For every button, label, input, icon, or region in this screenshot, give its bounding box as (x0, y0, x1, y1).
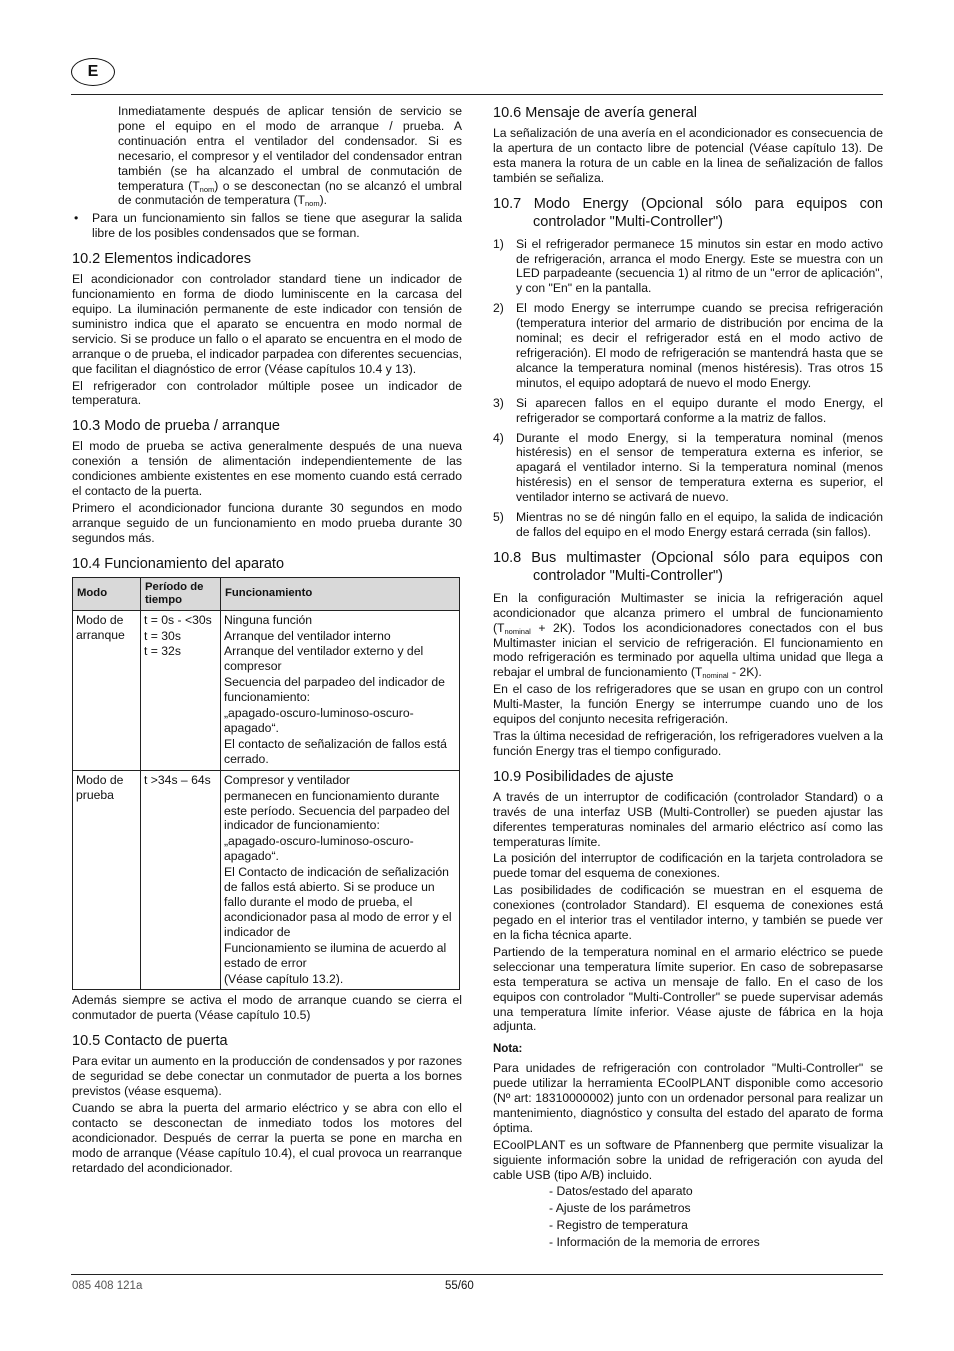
paragraph: Para unidades de refrigeración con controlador "Multi-Controller" se puede utilizar la herramienta ECoolPLANT disponible como accesorio (Nº art: 18310000002) junto con un ordenador personal para realizar un mantenimiento, diagnóstico y consulta del estado del aparato de forma óptima. (493, 1061, 883, 1135)
list-item: - Registro de temperatura (549, 1218, 688, 1233)
paragraph: La posición del interruptor de codificación en la tarjeta controladora se puede tomar del esquema de conexiones. (493, 851, 883, 881)
paragraph: ECoolPLANT es un software de Pfannenberg que permite visualizar la siguiente información sobre la unidad de refrigeración con ayuda del cable USB (tipo A/B) incluido. (493, 1137, 883, 1182)
numbered-item: 2) El modo Energy se interrumpe cuando se precisa refrigeración (temperatura interior del armario de distribución por encima de la nominal; es decir el refrigerador está en el modo activo de refrigeración). El modo de refrigeración se mantendrá hasta que se alcance la temperatura nominal (menos histéresis). Tras otros 15 minutos, el equipo adoptará de nuevo el modo Energy. (493, 301, 883, 390)
heading-10-4: 10.4 Funcionamiento del aparato (72, 555, 285, 572)
numbered-item: 5) Mientras no se dé ningún fallo en el equipo, la salida de indicación de fallos del equipo en el modo Energy estará cerrada (sin fallos). (493, 510, 883, 539)
heading-10-5: 10.5 Contacto de puerta (72, 1033, 228, 1050)
paragraph: Además siempre se activa el modo de arranque cuando se cierra el conmutador de puerta (Véase capítulo 10.5) (72, 993, 462, 1023)
paragraph: Las posibilidades de codificación se muestran en el esquema de conexiones (controlador Standard). El esquema de conexiones está pegado en el interior tras el ventilador interno, y también se puede ver en la ficha técnica aparte. (493, 883, 883, 942)
list-item: - Ajuste de los parámetros (549, 1201, 691, 1216)
function-cell: Compresor y ventilador permanecen en funcionamiento durante este período. Secuencia del parpadeo del indicador de funcionamiento: „apagado-oscuro-luminoso-oscuro-apagado“. El Contacto de indicación de señalización de fallos está abierto. Si se produce un fallo durante el modo de prueba, el acondicionador pasa al modo de error y el indicador de Funcionamiento se ilumina de acuerdo al estado de error (Véase capítulo 13.2). (221, 770, 460, 990)
left-column (72, 104, 462, 1177)
paragraph: El refrigerador con controlador múltiple posee un indicador de temperatura. (72, 378, 462, 408)
note-label: Nota: (493, 1043, 523, 1056)
list-item: - Información de la memoria de errores (549, 1235, 760, 1250)
page-number: 55/60 (445, 1280, 474, 1292)
language-badge: E (71, 58, 115, 86)
function-cell: Ninguna función Arranque del ventilador interno Arranque del ventilador externo y del compresor Secuencia del parpadeo del indicador de funcionamiento: „apagado-oscuro-luminoso-oscuro-apagado“. El contacto de señalización de fallos está cerrado. (221, 610, 460, 770)
mode-cell: Modo de arranque (73, 610, 141, 770)
column-header: Funcionamiento (221, 577, 460, 610)
paragraph: Para evitar un aumento en la producción de condensados y por razones de seguridad se debe conectar un conmutador de puerta a los bornes previstos (véase esquema). (72, 1054, 462, 1099)
paragraph: Cuando se abra la puerta del armario eléctrico y se abra con ello el contacto se desconectan de inmediato todos los motores del acondicionador. Después de cerrar la puerta se pone en marcha en modo de arranque (Véase capítulo 10.4), el cual provoca un rearranque retardado del acondicionador. (72, 1100, 462, 1175)
paragraph: En la configuración Multimaster se inicia la refrigeración aquel acondicionador que alcanza primero el umbral de funcionamiento $(T_{nominal} + 2K)$. Todos los acondicionadores conectados con el bus Multimaster inician el servicio de refrigeración. El funcionamiento en modo refrigeración es terminado por aquella ultima unidad que llega a rebajar el umbral de funcionamiento $(T_{nominal} - 2K)$. (493, 590, 883, 681)
table-row (73, 770, 460, 990)
operation-table (72, 577, 460, 991)
document-number: 085 408 121a (72, 1280, 143, 1292)
mode-cell: Modo de prueba (73, 770, 141, 990)
info-list (493, 1184, 883, 1250)
table-row (73, 610, 460, 770)
paragraph: El acondicionador con controlador standard tiene un indicador de funcionamiento en forma de diodo luminiscente en la carcasa del equipo. La iluminación permanente de este indicador con tensión de suministro indica que el aparato se encuentra en modo normal de servicio. Si se produce un fallo o el aparato se encuentra en el modo de arranque o de prueba, el indicador parpadea con diferentes secuencias, que facilitan el diagnóstico de error (Véase capítulos 10.4 y 13). (72, 272, 462, 376)
list-item: - Datos/estado del aparato (549, 1184, 693, 1199)
numbered-item: 3) Si aparecen fallos en el equipo durante el modo Energy, el refrigerador se comportará conforme a la matriz de fallos. (493, 395, 883, 425)
time-cell: t = 0s - <30s t = 30s t = 32s (141, 610, 221, 770)
paragraph: Tras la última necesidad de refrigeración, los refrigeradores vuelven a la función Energy tras el tiempo configurado. (493, 729, 883, 758)
bullet-item: • Para un funcionamiento sin fallos se tiene que asegurar la salida libre de los posibles condensados que se forman. (74, 211, 462, 241)
paragraph: Partiendo de la temperatura nominal en el armario eléctrico se puede seleccionar una temperatura límite superior. En caso de sobrepasarse esta temperatura se activa un mensaje de fallo. En el caso de los equipos con controlador "Multi-Controller" se puede supervisar además una temperatura límite inferior. Véase ajuste de fábrica en la hoja adjunta. (493, 944, 883, 1034)
paragraph: Primero el acondicionador funciona durante 30 segundos en modo arranque seguido de un funcionamiento en modo prueba durante 30 segundos más. (72, 500, 462, 545)
footer-rule (71, 1274, 883, 1275)
paragraph: La señalización de una avería en el acondicionador es consecuencia de la apertura de un contacto libre de potencial (Véase capítulo 13). De esta manera la rotura de un cable en la linea de señalización de fallos también se señaliza. (493, 126, 883, 185)
numbered-item: 4) Durante el modo Energy, si la temperatura nominal (menos histéresis) en el sensor de temperatura externa es inferior, se apagará el ventilador interno. Si la temperatura nominal (menos histéresis) en el sensor de temperatura externa es superior, el ventilador interno se activará de nuevo. (493, 430, 883, 505)
heading-10-9: 10.9 Posibilidades de ajuste (493, 768, 674, 785)
paragraph: En el caso de los refrigeradores que se usan en grupo con un control Multi-Master, la función Energy se interrumpe cuando uno de los equipos del conjunto necesita refrigeración. (493, 682, 883, 727)
intro-paragraph: Inmediatamente después de aplicar tensión de servicio se pone el equipo en el modo de arranque / prueba. A continuación entra el ventilador del condensador. Si es necesario, el compresor y el ventilador del condensador entran también (se ha alcanzado el umbral de conmutación de temperatura $(T_{nom})$ o se desconectan (no se alcanzó el umbral de conmutación de temperatura $(T_{nom})$. (118, 104, 462, 209)
time-cell: t >34s – 64s (141, 770, 221, 990)
paragraph: A través de un interruptor de codificación (controlador Standard) o a través de una interfaz USB (Multi-Controller) se pueden ajustar las diferentes temperaturas nominales del armario eléctrico así como las temperaturas límite. (493, 789, 883, 849)
heading-10-2: 10.2 Elementos indicadores (72, 251, 251, 268)
column-header: Modo (73, 577, 141, 610)
column-header: Período de tiempo (141, 577, 221, 610)
paragraph: El modo de prueba se activa generalmente después de una nueva conexión a tensión de alimentación independientemente de las condiciones ambiente existentes en ese momento cuando está cerrado el contacto de la puerta. (72, 439, 462, 499)
heading-10-3: 10.3 Modo de prueba / arranque (72, 418, 280, 435)
right-column (493, 104, 883, 1252)
heading-10-8: 10.8 Bus multimaster (Opcional sólo para equipos con controlador "Multi-Controller") (493, 549, 883, 584)
heading-10-6: 10.6 Mensaje de avería general (493, 105, 697, 121)
table-header-row (73, 577, 460, 610)
header-rule (71, 94, 883, 95)
heading-10-7: 10.7 Modo Energy (Opcional sólo para equipos con controlador "Multi-Controller") (493, 195, 883, 230)
numbered-item: 1) Si el refrigerador permanece 15 minutos sin estar en modo activo de refrigeración, arranca el modo Energy. Este se muestra con un LED parpadeante (secuencia 1) al ritmo de un "error de aplicación", y con "En" en la pantalla. (493, 236, 883, 296)
